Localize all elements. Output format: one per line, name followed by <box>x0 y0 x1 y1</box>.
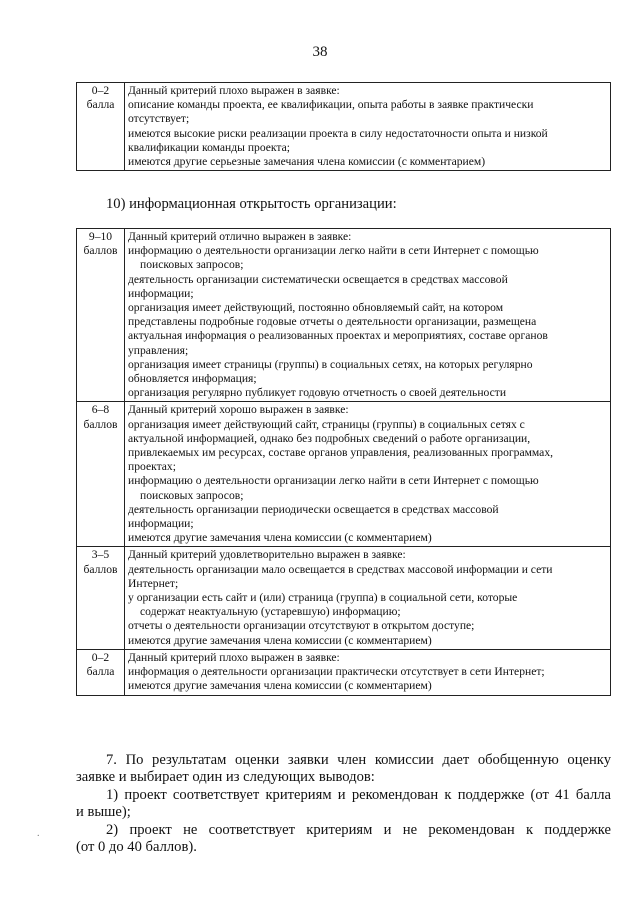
margin-mark: . <box>37 828 40 839</box>
criterion-text: поисковых запросов; <box>140 488 244 502</box>
criterion-text: организация регулярно публикует годовую отчетность о своей деятельности <box>128 386 507 400</box>
score-range: 0–2 <box>91 650 110 664</box>
criterion-text: информацию о деятельности организации легко найти в сети Интернет с помощью <box>128 244 539 258</box>
criterion-text: привлекаемых им ресурсах, составе органов управления, реализованных программах, <box>128 446 554 460</box>
criterion-text: актуальная информация о реализованных проектах и мероприятиях, составе органов <box>128 329 548 343</box>
option-1-paragraph <box>76 787 611 821</box>
score-range: 9–10 <box>88 230 113 243</box>
criterion-text: деятельность организации мало освещается в средствах массовой информации и сети <box>128 562 553 576</box>
table-row <box>77 547 611 649</box>
paragraph-first-line: 2) проект не соответствует критериям и не рекомендован к поддержке <box>106 822 611 838</box>
score-range: 3–5 <box>91 548 110 562</box>
paragraph-rest: и выше); <box>76 804 131 820</box>
criteria-table-team <box>76 82 611 171</box>
table-row <box>77 229 611 402</box>
score-cell <box>77 83 125 171</box>
score-cell <box>77 229 125 402</box>
paragraph-rest: (от 0 до 40 баллов). <box>76 839 197 855</box>
score-range: 6–8 <box>91 403 110 417</box>
criterion-text: имеются другие серьезные замечания члена комиссии (с комментарием) <box>128 155 486 169</box>
conclusion-paragraph <box>76 752 611 786</box>
criterion-text: квалификации команды проекта; <box>128 140 290 154</box>
description-cell <box>125 83 611 171</box>
score-cell <box>77 402 125 547</box>
criterion-text: информацию о деятельности организации легко найти в сети Интернет с помощью <box>128 474 539 488</box>
table-row <box>77 83 611 171</box>
paragraph-rest: заявке и выбирает один из следующих выводов: <box>76 769 375 785</box>
criterion-text: имеются другие замечания члена комиссии (с комментарием) <box>128 531 432 545</box>
criterion-text: деятельность организации систематически освещается в средствах массовой <box>128 272 508 286</box>
score-unit: баллов <box>83 417 118 431</box>
criterion-text: имеются другие замечания члена комиссии (с комментарием) <box>128 633 432 647</box>
paragraph-first-line: 1) проект соответствует критериям и рекомендован к поддержке (от 41 балла <box>106 787 611 803</box>
criterion-text: поисковых запросов; <box>140 258 244 272</box>
criterion-text: проектах; <box>128 460 176 474</box>
section-heading: 10) информационная открытость организации: <box>106 196 397 212</box>
criterion-text: Данный критерий хорошо выражен в заявке: <box>128 403 349 417</box>
description-cell <box>125 229 611 402</box>
criterion-text: имеются высокие риски реализации проекта в силу недостаточности опыта и низкой <box>128 126 548 140</box>
criterion-text: деятельность организации периодически освещается в средствах массовой <box>128 502 499 516</box>
criterion-text: отчеты о деятельности организации отсутствуют в открытом доступе; <box>128 619 475 633</box>
score-cell <box>77 649 125 695</box>
score-cell <box>77 547 125 649</box>
description-cell <box>125 402 611 547</box>
criterion-text: представлены подробные годовые отчеты о деятельности организации, размещена <box>128 315 537 329</box>
score-unit: баллов <box>83 244 118 258</box>
table-row <box>77 649 611 695</box>
description-cell <box>125 547 611 649</box>
criterion-text: Данный критерий плохо выражен в заявке: <box>128 84 340 97</box>
criterion-text: управления; <box>128 343 189 357</box>
criterion-text: содержат неактуальную (устаревшую) информацию; <box>140 605 401 619</box>
score-unit: балла <box>86 665 115 679</box>
criterion-text: описание команды проекта, ее квалификации, опыта работы в заявке практически <box>128 98 534 112</box>
criterion-text: организация имеет страницы (группы) в социальных сетях, на которых регулярно <box>128 357 533 371</box>
criterion-text: организация имеет действующий, постоянно обновляемый сайт, на котором <box>128 301 504 315</box>
score-range: 0–2 <box>91 84 110 97</box>
table-row <box>77 402 611 547</box>
criterion-text: отсутствует; <box>128 112 190 126</box>
paragraph-first-line: 7. По результатам оценки заявки член комиссии дает обобщенную оценку <box>106 752 611 768</box>
criterion-text: информация о деятельности организации практически отсутствует в сети Интернет; <box>128 665 545 679</box>
criteria-table-openness <box>76 228 611 696</box>
score-unit: балла <box>86 98 115 112</box>
criterion-text: актуальной информацией, однако без подробных сведений о работе организации, <box>128 431 531 445</box>
criterion-text: имеются другие замечания члена комиссии (с комментарием) <box>128 679 432 693</box>
criterion-text: Данный критерий отлично выражен в заявке: <box>128 230 352 243</box>
page-number: 38 <box>312 44 328 60</box>
criterion-text: обновляется информация; <box>128 372 257 386</box>
criterion-text: информации; <box>128 286 194 300</box>
criterion-text: у организации есть сайт и (или) страница (группа) в социальной сети, которые <box>128 591 518 605</box>
score-unit: баллов <box>83 562 118 576</box>
criterion-text: Данный критерий плохо выражен в заявке: <box>128 650 340 664</box>
criterion-text: Интернет; <box>128 576 179 590</box>
option-2-paragraph <box>76 822 611 856</box>
criterion-text: Данный критерий удовлетворительно выражен в заявке: <box>128 548 406 562</box>
criterion-text: организация имеет действующий сайт, страницы (группы) в социальных сетях с <box>128 417 525 431</box>
description-cell <box>125 649 611 695</box>
criterion-text: информации; <box>128 517 194 531</box>
